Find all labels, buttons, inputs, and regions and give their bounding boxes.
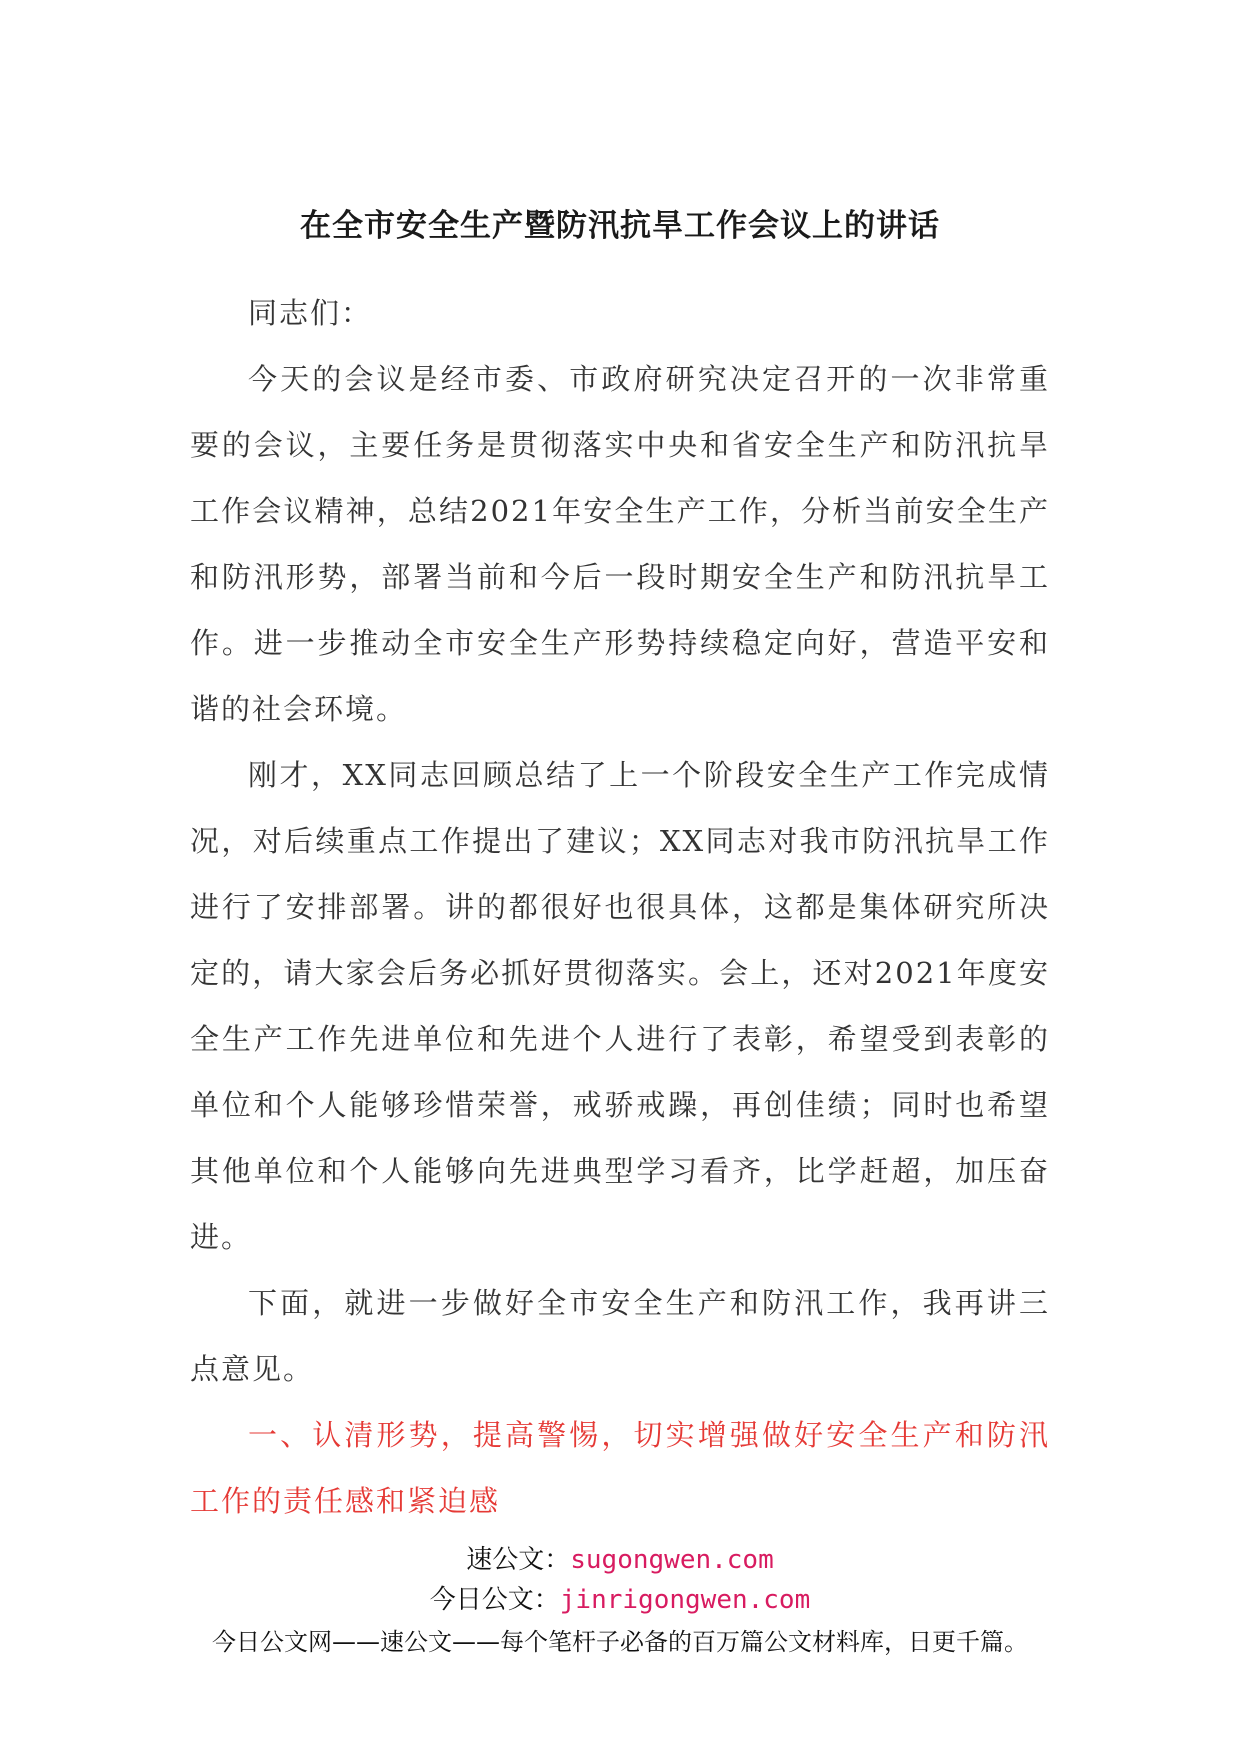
paragraph-intro: 今天的会议是经市委、市政府研究决定召开的一次非常重要的会议，主要任务是贯彻落实中央和省安全生产和防汛抗旱工作会议精神，总结2021年安全生产工作，分析当前安全生产和防汛形势，部署当前和今后一段时期安全生产和防汛抗旱工作。进一步推动全市安全生产形势持续稳定向好，营造平安和谐的社会环境。 <box>190 362 1050 726</box>
footer-line-sugongwen <box>0 1540 1240 1580</box>
document-body <box>190 280 1050 1534</box>
footer-label-sugongwen: 速公文： <box>466 1545 571 1575</box>
salutation: 同志们： <box>248 296 373 330</box>
paragraph-review: 刚才，XX同志回顾总结了上一个阶段安全生产工作完成情况，对后续重点工作提出了建议；XX同志对我市防汛抗旱工作进行了安排部署。讲的都很好也很具体，这都是集体研究所决定的，请大家会后务必抓好贯彻落实。会上，还对2021年度安全生产工作先进单位和先进个人进行了表彰，希望受到表彰的单位和个人能够珍惜荣誉，戒骄戒躁，再创佳绩；同时也希望其他单位和个人能够向先进典型学习看齐，比学赶超，加压奋进。 <box>190 758 1050 1254</box>
paragraph-transition: 下面，就进一步做好全市安全生产和防汛工作，我再讲三点意见。 <box>190 1286 1050 1386</box>
footer-link-sugongwen[interactable]: sugongwen.com <box>570 1545 774 1575</box>
section-heading-1: 一、认清形势，提高警惕，切实增强做好安全生产和防汛工作的责任感和紧迫感 <box>190 1418 1050 1518</box>
footer-tagline: 今日公文网——速公文——每个笔杆子必备的百万篇公文材料库，日更千篇。 <box>212 1628 1028 1656</box>
footer-link-jinrigongwen[interactable]: jinrigongwen.com <box>559 1585 811 1615</box>
footer <box>0 1540 1240 1662</box>
footer-label-jinrigongwen: 今日公文： <box>429 1585 560 1615</box>
footer-line-jinrigongwen <box>0 1580 1240 1620</box>
document-title: 在全市安全生产暨防汛抗旱工作会议上的讲话 <box>300 208 940 244</box>
